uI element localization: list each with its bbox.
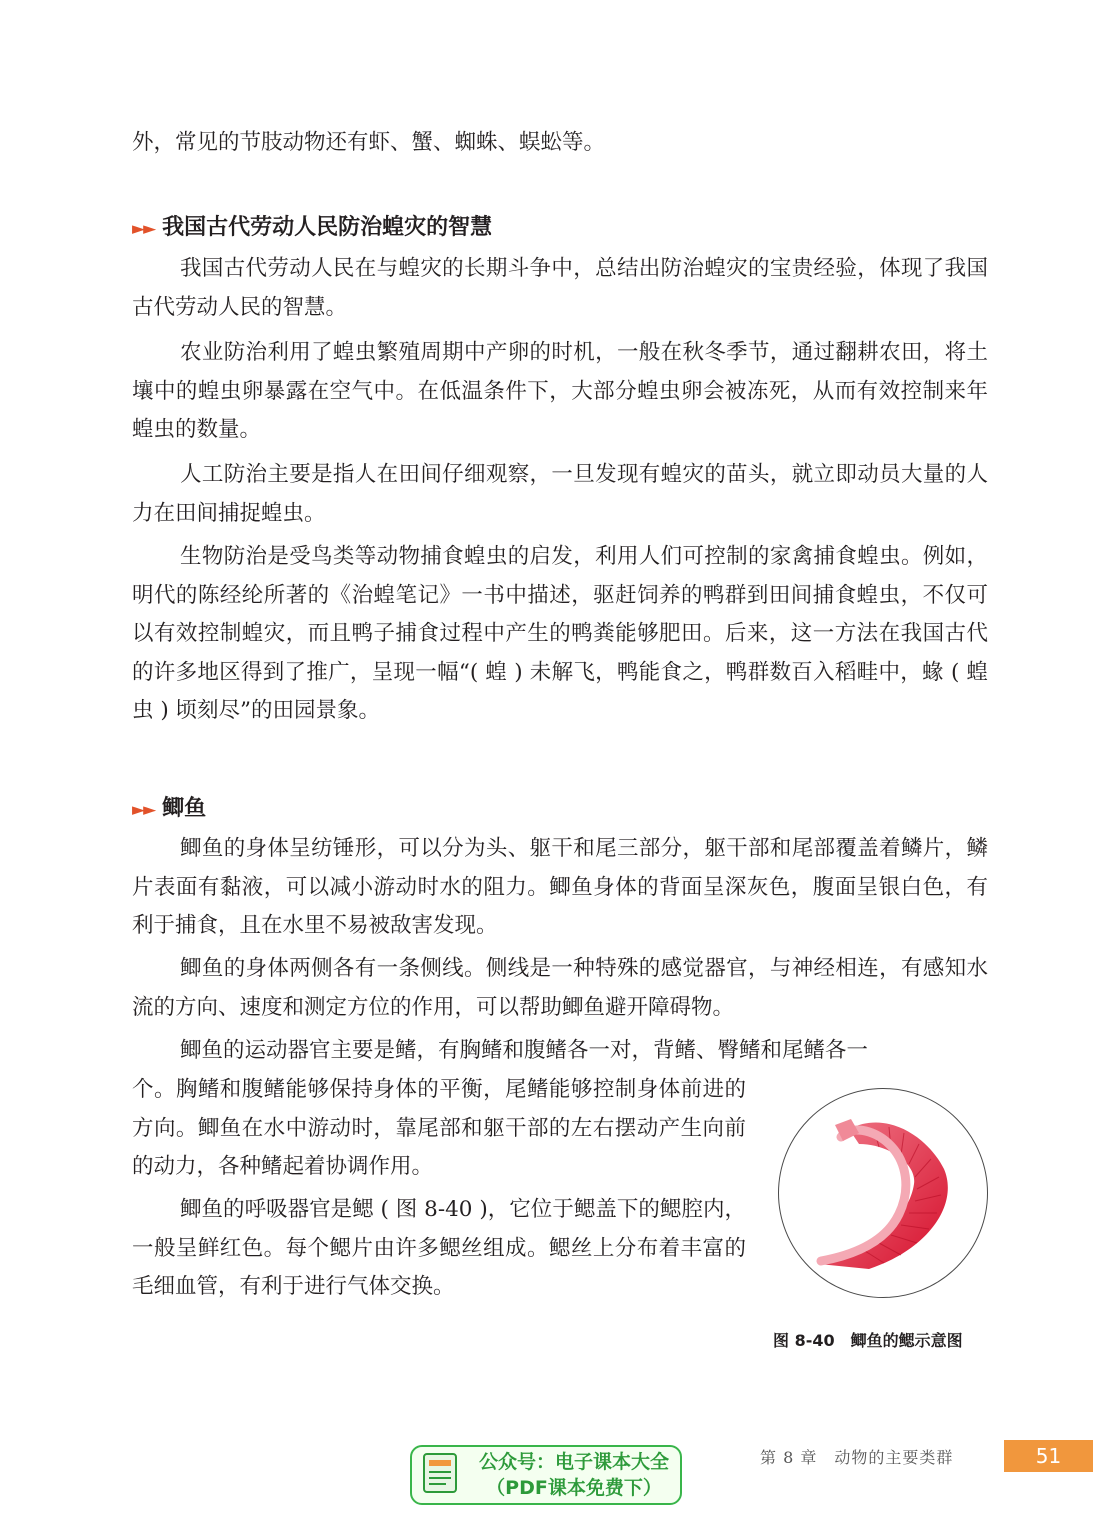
watermark-line-2: （PDF课本免费下） <box>486 1477 662 1499</box>
locust-paragraph-4: 生物防治是受鸟类等动物捕食蝗虫的启发，利用人们可控制的家禽捕食蝗虫。例如，明代的陈经纶所著的《治蝗笔记》一书中描述，驱赶饲养的鸭群到田间捕食蝗虫，不仅可以有效控制蝗灾，而且鸭子捕食过程中产生的鸭粪能够肥田。后来，这一方法在我国古代的许多地区得到了推广，呈现一幅“( 蝗 ) 未解飞，鸭能食之，鸭群数百入稻畦中，蝝 ( 蝗虫 ) 顷刻尽”的田园景象。 <box>132 544 988 723</box>
section-marker-icon: ►► <box>132 800 155 820</box>
figure-caption: 图 8-40 鲫鱼的鳃示意图 <box>773 1331 963 1350</box>
crucian-paragraph-3a: 鲫鱼的运动器官主要是鳍，有胸鳍和腹鳍各一对，背鳍、臀鳍和尾鳍各一 <box>180 1038 869 1063</box>
locust-paragraph-1: 我国古代劳动人民在与蝗灾的长期斗争中，总结出防治蝗灾的宝贵经验，体现了我国古代劳动人民的智慧。 <box>132 256 988 320</box>
locust-paragraph-3: 人工防治主要是指人在田间仔细观察，一旦发现有蝗灾的苗头，就立即动员大量的人力在田间捕捉蝗虫。 <box>132 462 988 526</box>
section-marker-icon: ►► <box>132 219 155 239</box>
book-icon <box>422 1452 458 1498</box>
chapter-label: 第 8 章 动物的主要类群 <box>760 1448 954 1467</box>
gill-illustration <box>779 1089 987 1297</box>
page-number: 51 <box>1004 1440 1093 1472</box>
section-heading-locust <box>132 213 492 244</box>
watermark-line-1: 公众号：电子课本大全 <box>478 1451 669 1473</box>
watermark-badge <box>410 1445 682 1505</box>
section-title-crucian: 鲫鱼 <box>162 796 207 821</box>
crucian-paragraph-1: 鲫鱼的身体呈纺锤形，可以分为头、躯干和尾三部分，躯干部和尾部覆盖着鳞片，鳞片表面有黏液，可以减小游动时水的阻力。鲫鱼身体的背面呈深灰色，腹面呈银白色，有利于捕食，且在水里不易被敌害发现。 <box>132 836 988 938</box>
section-title-locust: 我国古代劳动人民防治蝗灾的智慧 <box>162 215 493 240</box>
crucian-paragraph-4: 鲫鱼的呼吸器官是鳃 ( 图 8-40 )，它位于鳃盖下的鳃腔内，一般呈鲜红色。每个鳃片由许多鳃丝组成。鳃丝上分布着丰富的毛细血管，有利于进行气体交换。 <box>132 1197 746 1299</box>
crucian-paragraph-2: 鲫鱼的身体两侧各有一条侧线。侧线是一种特殊的感觉器官，与神经相连，有感知水流的方向、速度和测定方位的作用，可以帮助鲫鱼避开障碍物。 <box>132 956 988 1020</box>
intro-paragraph: 外，常见的节肢动物还有虾、蟹、蜘蛛、蜈蚣等。 <box>132 130 606 155</box>
crucian-paragraph-3b: 个。胸鳍和腹鳍能够保持身体的平衡，尾鳍能够控制身体前进的方向。鲫鱼在水中游动时，靠尾部和躯干部的左右摆动产生向前的动力，各种鳍起着协调作用。 <box>132 1077 746 1179</box>
locust-paragraph-2: 农业防治利用了蝗虫繁殖周期中产卵的时机，一般在秋冬季节，通过翻耕农田，将土壤中的蝗虫卵暴露在空气中。在低温条件下，大部分蝗虫卵会被冻死，从而有效控制来年蝗虫的数量。 <box>132 340 988 442</box>
section-heading-crucian <box>132 794 206 825</box>
gill-figure <box>778 1088 988 1298</box>
watermark-text <box>468 1449 680 1501</box>
